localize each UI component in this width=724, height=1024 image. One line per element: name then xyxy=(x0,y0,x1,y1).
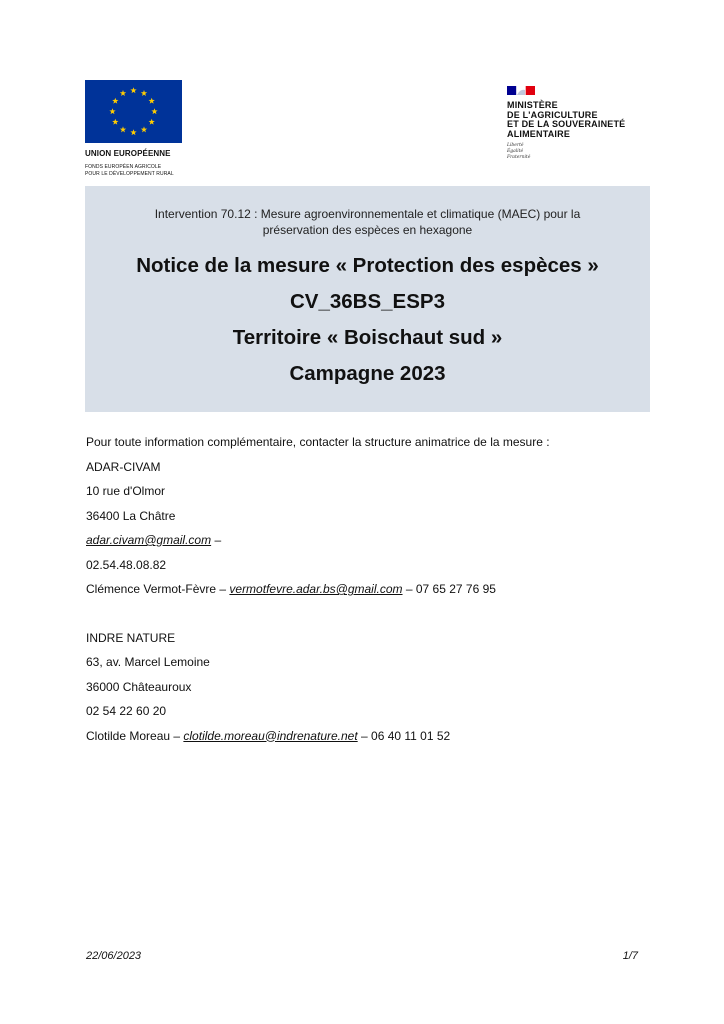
campaign-title: Campagne 2023 xyxy=(289,362,446,385)
ministry-logo xyxy=(507,86,657,161)
org2-city: 36000 Châteauroux xyxy=(86,679,192,694)
org2-person-email-link[interactable]: clotilde.moreau@indrenature.net xyxy=(183,728,358,743)
org1-email-link[interactable]: adar.civam@gmail.com xyxy=(86,533,212,547)
org2-person-name: Clotilde Moreau – xyxy=(86,728,184,743)
eu-title: UNION EUROPÉENNE xyxy=(85,149,171,158)
org2-person-phone: – 06 40 11 01 52 xyxy=(357,728,451,743)
org1-email-line xyxy=(86,528,646,553)
org2-person-line xyxy=(86,724,646,749)
footer-date: 22/06/2023 xyxy=(86,950,142,962)
page-number: 1/7 xyxy=(622,950,638,962)
org2-phone: 02 54 22 60 20 xyxy=(86,704,167,718)
org1-street: 10 rue d'Olmor xyxy=(86,484,165,498)
contact-section xyxy=(86,430,646,748)
measure-title: Notice de la mesure « Protection des espèces » xyxy=(136,254,599,277)
document-titles xyxy=(85,248,650,392)
eu-fund-name: FONDS EUROPÉEN AGRICOLE POUR LE DÉVELOPPEMENT RURAL xyxy=(85,164,174,177)
org2-street: 63, av. Marcel Lemoine xyxy=(86,655,210,669)
ministry-name: MINISTÈRE DE L'AGRICULTURE ET DE LA SOUVERAINETÉ ALIMENTAIRE xyxy=(507,100,626,139)
org1-name: ADAR-CIVAM xyxy=(86,459,161,474)
contact-intro: Pour toute information complémentaire, contacter la structure animatrice de la mesure : xyxy=(86,435,550,449)
org1-city: 36400 La Châtre xyxy=(86,508,176,523)
org1-person-name: Clémence Vermot-Fèvre – xyxy=(86,582,230,596)
org1-person-email-link[interactable]: vermotfevre.adar.bs@gmail.com xyxy=(229,582,403,596)
title-box xyxy=(85,186,650,412)
section-spacer xyxy=(86,602,646,626)
org1-person-line xyxy=(86,577,646,602)
org1-email-suffix: – xyxy=(211,533,222,547)
eu-flag-icon xyxy=(85,80,182,143)
territory-title: Territoire « Boischaut sud » xyxy=(232,326,503,349)
eu-logo xyxy=(85,80,185,177)
org1-person-phone: – 07 65 27 76 95 xyxy=(402,582,496,596)
marianne-flag-icon xyxy=(507,86,535,95)
page-footer xyxy=(86,950,638,962)
measure-code: CV_36BS_ESP3 xyxy=(290,290,445,313)
intervention-description: Intervention 70.12 : Mesure agroenvironnementale et climatique (MAEC) pour la préservation des espèces en hexagone xyxy=(154,207,581,237)
republic-motto: Liberté Égalité Fraternité xyxy=(507,143,531,160)
org2-name: INDRE NATURE xyxy=(86,630,176,645)
org1-phone: 02.54.48.08.82 xyxy=(86,557,167,572)
